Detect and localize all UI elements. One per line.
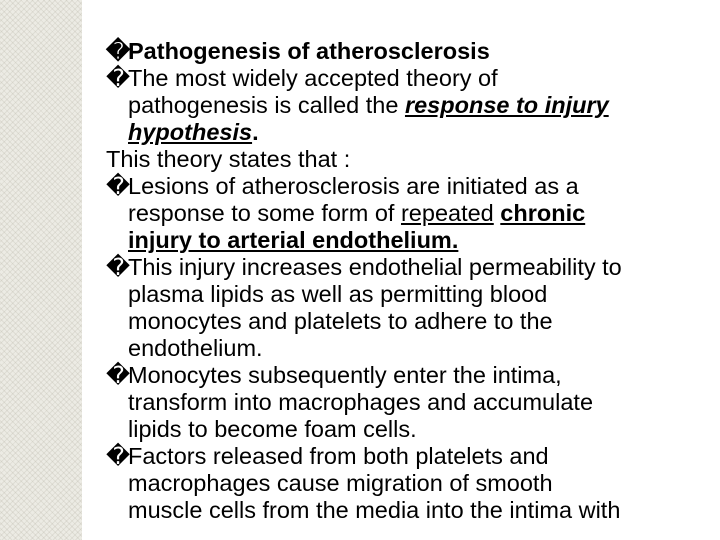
text-line [106, 335, 718, 362]
bullet-icon: � [106, 173, 131, 199]
text: transform into macrophages and accumulate [128, 389, 594, 415]
slide-body [106, 38, 718, 524]
text: monocytes and platelets to adhere to the [128, 308, 553, 334]
text-line [106, 308, 718, 335]
emphasis-injury-line [106, 227, 718, 254]
heading-text: Pathogenesis of atherosclerosis [128, 38, 490, 64]
emphasis-chronic: chronic [500, 200, 586, 226]
bullet-icon: � [106, 65, 131, 91]
slide [84, 0, 720, 540]
decorative-side-panel [0, 0, 82, 540]
text-line [106, 470, 718, 497]
bullet-factors-line [106, 443, 718, 470]
text-line [106, 497, 718, 524]
text: Monocytes subsequently enter the intima, [128, 362, 562, 388]
text: Factors released from both platelets and [128, 443, 549, 469]
text: Lesions of atherosclerosis are initiated as a [128, 173, 579, 199]
text: The most widely accepted theory of [128, 65, 498, 91]
theory-statement-line [106, 146, 718, 173]
text: lipids to become foam cells. [128, 416, 417, 442]
bullet-monocytes-line [106, 362, 718, 389]
text: This injury increases endothelial permeability to [128, 254, 622, 280]
text-line [106, 92, 718, 119]
bullet-injury-permeability-line [106, 254, 718, 281]
bullet-icon: � [106, 362, 131, 388]
underlined-repeated: repeated [400, 200, 494, 226]
text: endothelium. [128, 335, 263, 361]
text: injury to arterial endothelium. [128, 227, 459, 253]
text: This theory states that : [106, 146, 351, 172]
text-line [106, 200, 718, 227]
text: plasma lipids as well as permitting blood [128, 281, 548, 307]
text-line [106, 281, 718, 308]
bullet-icon: � [106, 443, 131, 469]
bullet-theory-line [106, 65, 718, 92]
period: . [252, 119, 259, 145]
text-line [106, 119, 718, 146]
emphasis-hypothesis: hypothesis [128, 119, 253, 145]
text-line [106, 389, 718, 416]
text: macrophages cause migration of smooth [128, 470, 553, 496]
text: pathogenesis is called the [128, 92, 405, 118]
text: response to some form of [128, 200, 401, 226]
text-line [106, 416, 718, 443]
text: muscle cells from the media into the intima with [128, 497, 621, 523]
bullet-lesions-line [106, 173, 718, 200]
emphasis-response-to-injury: response to injury [404, 92, 609, 118]
bullet-icon: � [106, 254, 131, 280]
bullet-heading-pathogenesis [106, 38, 718, 65]
bullet-icon: � [106, 38, 131, 64]
